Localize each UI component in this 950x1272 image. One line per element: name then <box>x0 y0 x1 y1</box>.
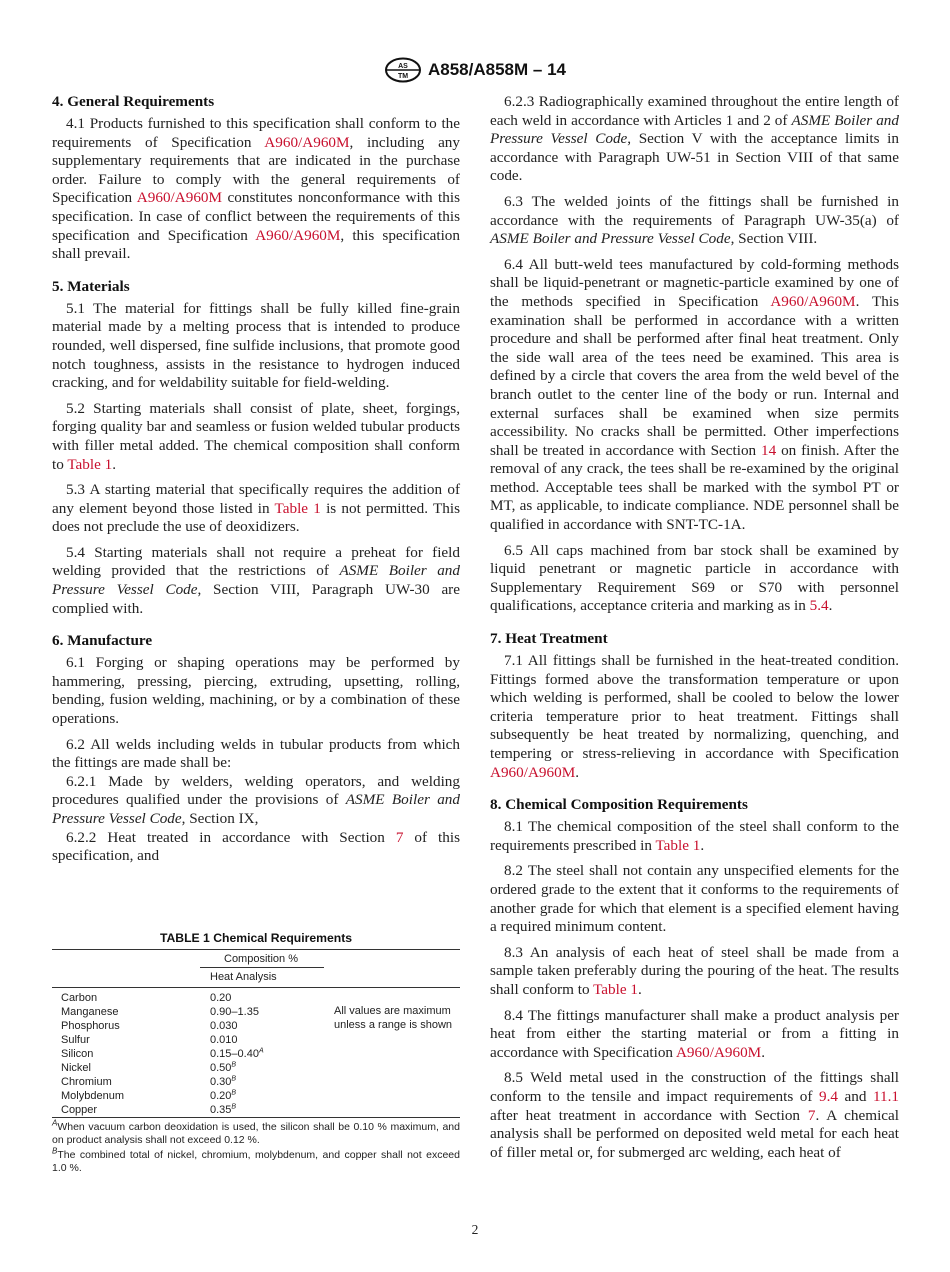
element-value: $0.50^B$ <box>210 1061 237 1074</box>
element-name: Copper <box>61 1104 98 1116</box>
paragraph-6-1: 6.1 Forging or shaping operations may be performed by hammering, pressing, piercing, extruding, upsetting, rolling, bending, fusion welding, machining, or by a combination of these operations. <box>52 654 460 728</box>
element-name: Silicon <box>61 1048 94 1060</box>
paragraph-6-2: 6.2 All welds including welds in tubular products from which the fittings are made shall be: <box>52 735 460 772</box>
element-name: Phosphorus <box>61 1020 120 1032</box>
element-value: $0.35^B$ <box>210 1103 237 1116</box>
paragraph-5-2: 5.2 Starting materials shall consist of plate, sheet, forgings, forging quality bar and seamless or fusion welded tubular products with filler metal added. The chemical composition shall conform to Table 1. <box>52 399 460 473</box>
astm-logo-icon <box>384 57 422 83</box>
element-value: 0.030 <box>210 1020 238 1032</box>
paragraph-6-3: 6.3 The welded joints of the fittings shall be furnished in accordance with the requirements of Paragraph UW-35(a) of ASME Boiler and Pressure Vessel Code, Section VIII. <box>490 192 899 248</box>
link-table-1[interactable]: Table 1 <box>67 455 113 473</box>
paragraph-5-3: 5.3 A starting material that specifically requires the addition of any element beyond those listed in Table 1 is not permitted. This does not preclude the use of deoxidizers. <box>52 481 460 536</box>
element-name: Molybdenum <box>61 1090 124 1102</box>
left-column <box>52 93 460 866</box>
footnote-marker: B <box>231 1089 237 1097</box>
link-a960[interactable]: A960/A960M <box>255 226 341 244</box>
footnote-b: $^B$The combined total of nickel, chromium, molybdenum, and copper shall not exceed 1.0 %. <box>52 1146 460 1174</box>
paragraph-4-1: 4.1 Products furnished to this specification shall conform to the requirements of Specification A960/A960M, including any supplementary requirements that are indicated in the purchase order. Failure to comply with the general requirements of Specification A960/A960M constitutes nonconformance with this specification. In case of conflict between the requirements of this specification and Specification A960/A960M, this specification shall prevail. <box>52 115 460 263</box>
element-name: Sulfur <box>61 1034 90 1046</box>
link-table-1[interactable]: Table 1 <box>593 980 638 998</box>
table-header-composition: Composition % <box>52 950 460 968</box>
link-a960[interactable]: A960/A960M <box>264 133 350 151</box>
element-value: 0.20 <box>210 992 232 1004</box>
footnote-marker: B <box>231 1075 237 1083</box>
footnote-marker: A <box>258 1047 264 1055</box>
link-a960[interactable]: A960/A960M <box>490 763 576 781</box>
right-column <box>490 93 899 1162</box>
paragraph-8-3: 8.3 An analysis of each heat of steel shall be made from a sample taken preferably during the pouring of the heat. The results shall conform to Table 1. <box>490 943 899 998</box>
element-value: 0.90–1.35 <box>210 1006 259 1018</box>
element-name: Carbon <box>61 992 98 1004</box>
element-value: $0.20^B$ <box>210 1089 237 1102</box>
paragraph-6-2-1: 6.2.1 Made by welders, welding operators, and welding procedures qualified under the provisions of ASME Boiler and Pressure Vessel Code, Section IX, <box>52 772 460 827</box>
page-number: 2 <box>471 1222 479 1237</box>
section-7-title: 7. Heat Treatment <box>490 630 608 648</box>
link-a960[interactable]: A960/A960M <box>770 292 856 310</box>
paragraph-8-1: 8.1 The chemical composition of the steel shall conform to the requirements prescribed in Table 1. <box>490 818 899 854</box>
link-11-1[interactable]: 11.1 <box>872 1087 899 1105</box>
page-header <box>0 56 950 84</box>
paragraph-6-2-3: 6.2.3 Radiographically examined throughout the entire length of each weld in accordance with Articles 1 and 2 of ASME Boiler and Pressure Vessel Code, Section V with the acceptance limits in accordance with Paragraph UW-51 in Section VIII of that same code. <box>490 93 899 185</box>
link-5-4[interactable]: 5.4 <box>809 597 829 615</box>
table-1 <box>52 931 460 1175</box>
footnote-a: $^A$When vacuum carbon deoxidation is used, the silicon shall be 0.10 % maximum, and on product analysis shall not exceed 0.12 %. <box>52 1118 460 1146</box>
section-5-title: 5. Materials <box>52 277 130 295</box>
footnote-marker: B <box>231 1061 237 1069</box>
link-a960[interactable]: A960/A960M <box>675 1043 762 1061</box>
link-9-4[interactable]: 9.4 <box>818 1087 838 1105</box>
link-a960[interactable]: A960/A960M <box>136 189 223 207</box>
paragraph-7-1: 7.1 All fittings shall be furnished in the heat-treated condition. Fittings formed above the transformation temperature or upon which welding is performed, shall be cooled to below the lower criteria temperature prior to heat treatment. Fittings shall subsequently be heat treated by normalizing, quenching, and tempering or stress-relieving in accordance with Specification A960/A960M. <box>490 652 899 781</box>
section-4-title: 4. General Requirements <box>52 93 215 110</box>
paragraph-5-1: 5.1 The material for fittings shall be fully killed fine-grain material made by a melting process that is intended to produce rounded, well dispersed, fine sulfide inclusions, that promote good notch toughness, assists in the resistance to hydrogen induced cracking, and for weldability suitable for field-welding. <box>52 299 460 392</box>
svg-text:TM: TM <box>397 73 409 80</box>
element-value: $0.30^B$ <box>210 1075 237 1088</box>
table-header-heat-analysis: Heat Analysis <box>210 971 277 983</box>
link-table-1[interactable]: Table 1 <box>655 836 701 854</box>
section-6-title: 6. Manufacture <box>52 632 153 650</box>
footnote-marker: B <box>231 1103 237 1111</box>
table-body <box>52 988 460 1117</box>
svg-text:AS: AS <box>398 63 408 70</box>
paragraph-6-2-2: 6.2.2 Heat treated in accordance with Section 7 of this specification, and <box>52 828 460 865</box>
element-value: $0.15-0.40^A$ <box>210 1047 264 1060</box>
link-section-7[interactable]: 7 <box>395 828 404 846</box>
paragraph-8-5: 8.5 Weld metal used in the construction of the fittings shall conform to the tensile and impact requirements of 9.4 and 11.1 after heat treatment in accordance with Section 7. A chemical analysis shall be performed on deposited weld metal for each heat of filler metal or, for submerged arc welding, each heat of <box>490 1069 899 1161</box>
paragraph-8-4: 8.4 The fittings manufacturer shall make a product analysis per heat from either the starting material or from a fitting in accordance with Specification A960/A960M. <box>490 1006 899 1061</box>
element-name: Nickel <box>61 1062 91 1074</box>
table-bottom-rule <box>52 1117 460 1118</box>
paragraph-6-4: 6.4 All butt-weld tees manufactured by cold-forming methods shall be liquid-penetrant or magnetic-particle examined by one of the methods specified in Specification A960/A960M. This examination shall be performed in accordance with a written procedure and shall be performed after final heat treatment. Only the side wall area of the tees need be examined. This area is defined by a circle that covers the area from the weld bevel of the branch outlet to the center line of the body or run. Internal and external surfaces shall be examined when size permits accessibility. No cracks shall be permitted. Other imperfections shall be treated in accordance with Section 14 on finish. After the removal of any crack, the tees shall be re-examined by the original method. Acceptable tees shall be marked with the symbol PT or MT, as applicable, to indicate compliance. NDE personnel shall be qualified in accordance with SNT-TC-1A. <box>490 255 899 534</box>
link-table-1[interactable]: Table 1 <box>274 499 321 517</box>
element-name: Manganese <box>61 1006 119 1018</box>
section-8-title: 8. Chemical Composition Requirements <box>490 796 748 814</box>
standard-designation: A858/A858M – 14 <box>428 60 566 79</box>
table-title: TABLE 1 Chemical Requirements <box>159 931 353 945</box>
table-note: All values are maximum unless a range is shown <box>334 1005 453 1031</box>
link-section-14[interactable]: 14 <box>761 441 777 459</box>
link-section-7[interactable]: 7 <box>807 1106 816 1124</box>
element-value: 0.010 <box>210 1034 238 1046</box>
element-name: Chromium <box>61 1076 112 1088</box>
paragraph-5-4: 5.4 Starting materials shall not require a preheat for field welding provided that the restrictions of ASME Boiler and Pressure Vessel Code, Section VIII, Paragraph UW-30 are complied with. <box>52 543 460 617</box>
paragraph-8-2: 8.2 The steel shall not contain any unspecified elements for the ordered grade to the extent that it conforms to the requirements of another grade for which that element is a specified element having a required minimum content. <box>490 862 899 936</box>
paragraph-6-5: 6.5 All caps machined from bar stock shall be examined by liquid penetrant or magnetic particle in accordance with Supplementary Requirement S69 or S70 with personnel qualifications, acceptance criteria and marking as in 5.4. <box>490 541 899 615</box>
